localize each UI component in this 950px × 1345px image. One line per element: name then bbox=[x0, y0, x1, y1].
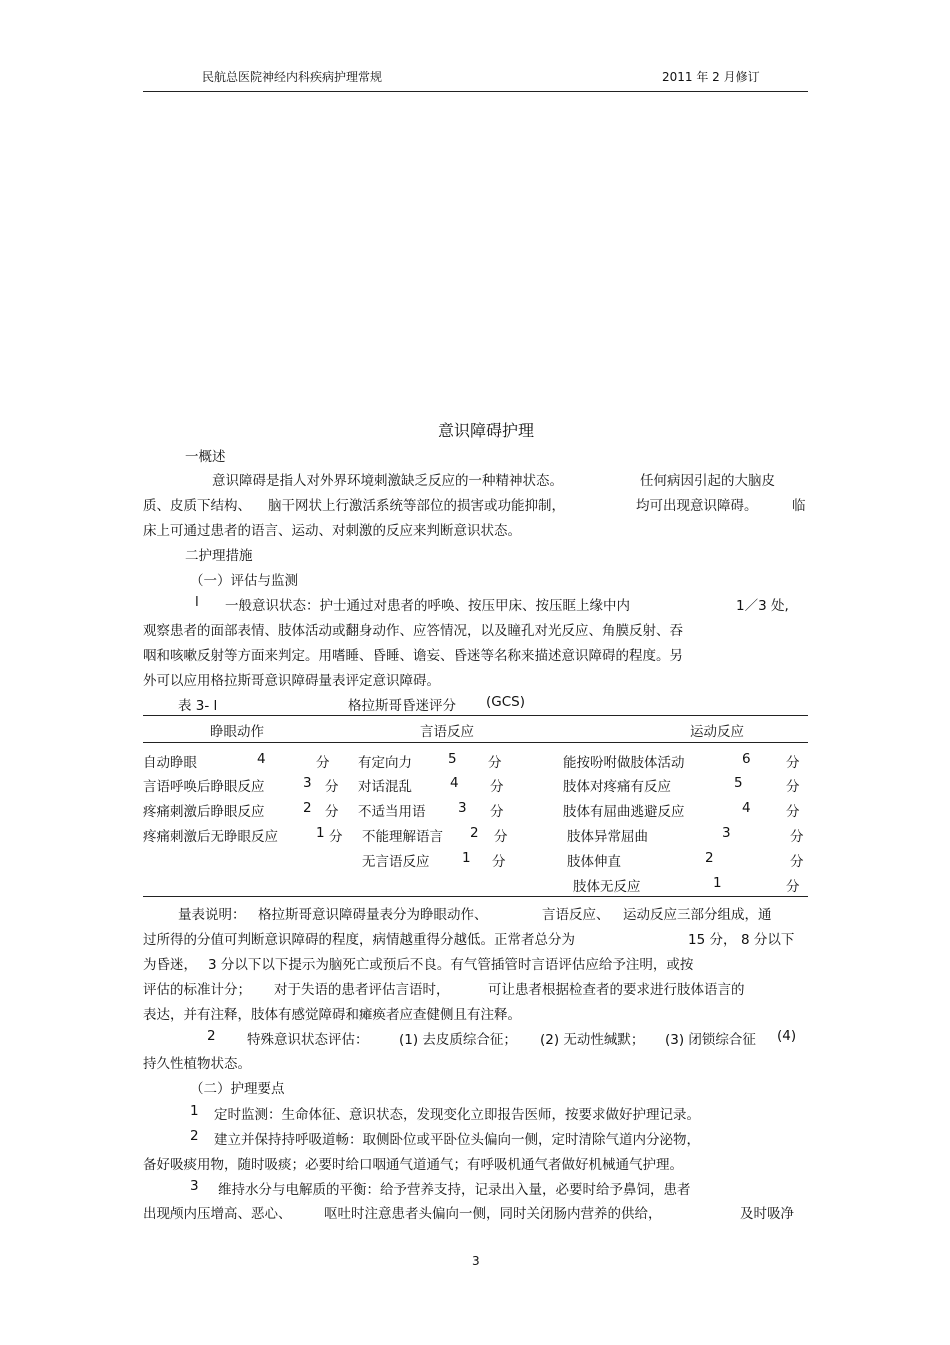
scale-note: 8 分以下 bbox=[741, 932, 795, 948]
table-top-rule bbox=[143, 715, 808, 716]
motor-item-unit: 分 bbox=[786, 804, 800, 820]
scale-note: 过所得的分值可判断意识障碍的程度，病情越重得分越低。正常者总分为 bbox=[143, 932, 575, 948]
eye-item-unit: 分 bbox=[316, 755, 330, 771]
care-point-text: 及时吸净 bbox=[740, 1206, 794, 1222]
section1-line: 质、皮质下结构、 bbox=[143, 498, 251, 514]
care-point-text: 定时监测：生命体征、意识状态，发现变化立即报告医师，按要求做好护理记录。 bbox=[214, 1107, 700, 1123]
item-number: 2 bbox=[207, 1028, 216, 1044]
motor-item-name: 能按吩咐做肢体活动 bbox=[563, 755, 685, 771]
eye-item-name: 疼痛刺激后睁眼反应 bbox=[143, 804, 265, 820]
item2-text: (4) bbox=[777, 1028, 797, 1044]
section1-line: 临 bbox=[792, 498, 806, 514]
eye-item-unit: 分 bbox=[325, 779, 339, 795]
subsection-heading: （一）评估与监测 bbox=[190, 573, 298, 589]
care-point-text: 维持水分与电解质的平衡：给予营养支持，记录出入量，必要时给予鼻饲，患者 bbox=[218, 1182, 691, 1198]
motor-item-unit: 分 bbox=[786, 755, 800, 771]
item1-line: 观察患者的面部表情、肢体活动或翻身动作、应答情况，以及瞳孔对光反应、角膜反射、吞 bbox=[143, 623, 683, 639]
verbal-item-unit: 分 bbox=[492, 854, 506, 870]
section1-line: 意识障碍是指人对外界环境刺激缺乏反应的一种精神状态。 bbox=[212, 473, 563, 489]
item1-line: 一般意识状态：护士通过对患者的呼唤、按压甲床、按压眶上缘中内 bbox=[225, 598, 630, 614]
motor-item-unit: 分 bbox=[786, 879, 800, 895]
verbal-item-score: 4 bbox=[450, 775, 459, 791]
item2-text: 持久性植物状态。 bbox=[143, 1056, 251, 1072]
item-number: l bbox=[195, 594, 199, 610]
header-right: 2011 年 2 月修订 bbox=[662, 70, 760, 84]
eye-item-score: 3 bbox=[303, 775, 312, 791]
verbal-item-score: 2 bbox=[470, 825, 479, 841]
motor-item-unit: 分 bbox=[786, 779, 800, 795]
section2-heading: 二护理措施 bbox=[185, 548, 253, 564]
item1-line: 咽和咳嗽反射等方面来判定。用嗜睡、昏睡、谵妄、昏迷等名称来描述意识障碍的程度。另 bbox=[143, 648, 683, 664]
verbal-item-unit: 分 bbox=[488, 755, 502, 771]
section1-line: 脑干网状上行激活系统等部位的损害或功能抑制， bbox=[268, 498, 565, 514]
eye-item-unit: 分 bbox=[325, 804, 339, 820]
item-number: 3 bbox=[190, 1178, 199, 1194]
section1-heading: 一概述 bbox=[185, 449, 226, 465]
motor-item-name: 肢体无反应 bbox=[573, 879, 641, 895]
table-header-eye: 睁眼动作 bbox=[210, 724, 264, 740]
verbal-item-name: 不能理解语言 bbox=[362, 829, 443, 845]
care-point-text: 出现颅内压增高、恶心、 bbox=[143, 1206, 292, 1222]
section1-line: 床上可通过患者的语言、运动、对刺激的反应来判断意识状态。 bbox=[143, 523, 521, 539]
motor-item-score: 2 bbox=[705, 850, 714, 866]
motor-item-unit: 分 bbox=[790, 829, 804, 845]
motor-item-score: 4 bbox=[742, 800, 751, 816]
verbal-item-name: 对话混乱 bbox=[358, 779, 412, 795]
item2-text: (3) 闭锁综合征 bbox=[665, 1032, 756, 1048]
motor-item-name: 肢体对疼痛有反应 bbox=[563, 779, 671, 795]
verbal-item-name: 有定向力 bbox=[358, 755, 412, 771]
eye-item-score: 4 bbox=[257, 751, 266, 767]
section1-line: 任何病因引起的大脑皮 bbox=[640, 473, 775, 489]
page-number: 3 bbox=[472, 1254, 480, 1268]
verbal-item-score: 3 bbox=[458, 800, 467, 816]
scale-note: 15 分， bbox=[688, 932, 737, 948]
table-header-motor: 运动反应 bbox=[690, 724, 744, 740]
verbal-item-name: 无言语反应 bbox=[362, 854, 430, 870]
motor-item-unit: 分 bbox=[790, 854, 804, 870]
header-rule bbox=[143, 91, 808, 92]
verbal-item-score: 1 bbox=[462, 850, 471, 866]
scale-note: 运动反应三部分组成，通 bbox=[623, 907, 772, 923]
table-header-rule bbox=[143, 742, 808, 743]
scale-note: 言语反应、 bbox=[542, 907, 610, 923]
subsection-heading: （二）护理要点 bbox=[190, 1081, 285, 1097]
eye-item-unit: 分 bbox=[329, 829, 343, 845]
scale-note: 评估的标准计分； bbox=[143, 982, 251, 998]
motor-item-name: 肢体异常屈曲 bbox=[567, 829, 648, 845]
motor-item-name: 肢体有屈曲逃避反应 bbox=[563, 804, 685, 820]
item1-line: 1／3 处, bbox=[736, 598, 789, 614]
motor-item-name: 肢体伸直 bbox=[567, 854, 621, 870]
eye-item-score: 2 bbox=[303, 800, 312, 816]
scale-note: 对于失语的患者评估言语时， bbox=[274, 982, 450, 998]
eye-item-name: 疼痛刺激后无睁眼反应 bbox=[143, 829, 278, 845]
item2-text: (2) 无动性缄默； bbox=[540, 1032, 645, 1048]
eye-item-name: 自动睁眼 bbox=[143, 755, 197, 771]
section1-line: 均可出现意识障碍。 bbox=[636, 498, 758, 514]
item-number: 2 bbox=[190, 1128, 199, 1144]
table-bottom-rule bbox=[143, 896, 808, 897]
motor-item-score: 5 bbox=[734, 775, 743, 791]
table-header-verbal: 言语反应 bbox=[420, 724, 474, 740]
table-label: 表 3- l bbox=[178, 698, 218, 714]
scale-note: 可让患者根据检查者的要求进行肢体语言的 bbox=[488, 982, 745, 998]
scale-note: 为昏迷， bbox=[143, 957, 197, 973]
header-left: 民航总医院神经内科疾病护理常规 bbox=[202, 70, 383, 84]
page-title: 意识障碍护理 bbox=[438, 421, 535, 440]
motor-item-score: 1 bbox=[713, 875, 722, 891]
motor-item-score: 3 bbox=[722, 825, 731, 841]
item2-text: (1) 去皮质综合征； bbox=[399, 1032, 517, 1048]
care-point-text: 呕吐时注意患者头偏向一侧，同时关闭肠内营养的供给， bbox=[324, 1206, 662, 1222]
table-caption-abbr: (GCS) bbox=[486, 694, 525, 710]
verbal-item-unit: 分 bbox=[490, 779, 504, 795]
table-caption: 格拉斯哥昏迷评分 bbox=[348, 698, 456, 714]
scale-note: 格拉斯哥意识障碍量表分为睁眼动作、 bbox=[258, 907, 488, 923]
item-number: 1 bbox=[190, 1103, 199, 1119]
verbal-item-score: 5 bbox=[448, 751, 457, 767]
eye-item-score: 1 bbox=[316, 825, 325, 841]
eye-item-name: 言语呼唤后睁眼反应 bbox=[143, 779, 265, 795]
scale-note: 3 分以下以下提示为脑死亡或预后不良。有气管插管时言语评估应给予注明，或按 bbox=[208, 957, 694, 973]
motor-item-score: 6 bbox=[742, 751, 751, 767]
scale-note: 量表说明： bbox=[178, 907, 246, 923]
verbal-item-unit: 分 bbox=[490, 804, 504, 820]
scale-note: 表达，并有注释，肢体有感觉障碍和瘫痪者应查健侧且有注释。 bbox=[143, 1007, 521, 1023]
care-point-text: 建立并保持持呼吸道畅：取侧卧位或平卧位头偏向一侧，定时清除气道内分泌物， bbox=[214, 1132, 700, 1148]
verbal-item-name: 不适当用语 bbox=[358, 804, 426, 820]
care-point-text: 备好吸痰用物，随时吸痰；必要时给口咽通气道通气；有呼吸机通气者做好机械通气护理。 bbox=[143, 1157, 683, 1173]
item1-line: 外可以应用格拉斯哥意识障碍量表评定意识障碍。 bbox=[143, 673, 440, 689]
verbal-item-unit: 分 bbox=[494, 829, 508, 845]
item2-text: 特殊意识状态评估： bbox=[247, 1032, 369, 1048]
